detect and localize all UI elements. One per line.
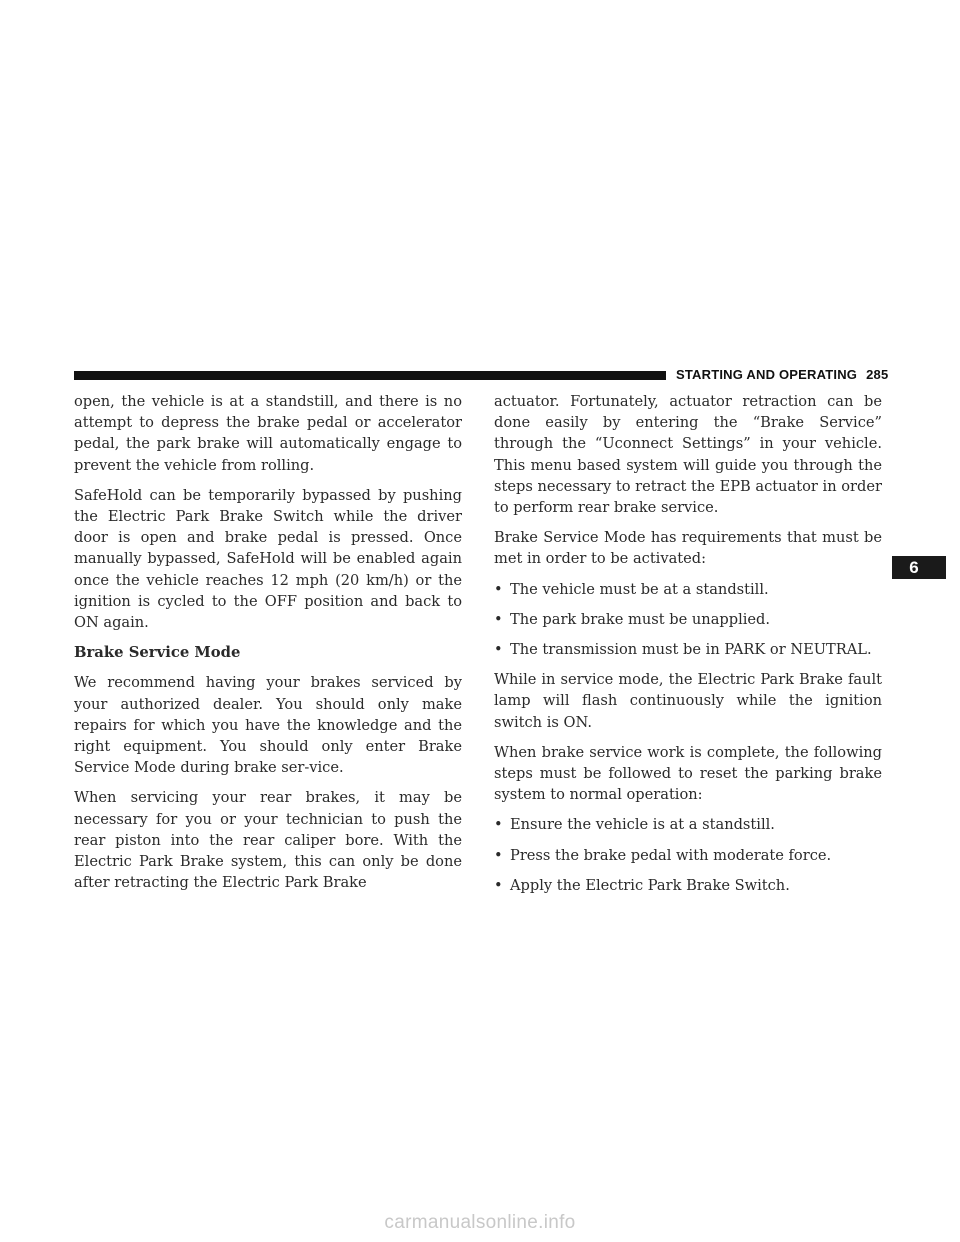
bullet-icon: • [494,846,503,864]
page-number: 285 [866,367,889,382]
paragraph-safehold-engage: open, the vehicle is at a standstill, and there is no attempt to depress the brake pedal or accelerator pedal, the park brake will automatically engage to prevent the vehicle from rolling. [74,393,462,474]
list-item: • The transmission must be in PARK or NEUTRAL. [494,639,882,660]
paragraph-fault-lamp: While in service mode, the Electric Park Brake fault lamp will flash continuously while the ignition switch is ON. [494,671,882,731]
section-heading-brake-service: Brake Service Mode [74,644,241,662]
left-column [74,391,462,902]
paragraph-requirements: Brake Service Mode has requirements that must be met in order to be activated: [494,529,882,568]
reset-steps-list [494,814,882,896]
list-item: • Ensure the vehicle is at a standstill. [494,814,882,835]
paragraph-reset-steps: When brake service work is complete, the following steps must be followed to reset the parking brake system to normal operation: [494,743,882,804]
right-column [494,391,882,905]
running-header [676,367,888,382]
watermark-text: carmanualsonline.info [384,1212,576,1233]
paragraph-actuator-retraction: actuator. Fortunately, actuator retraction can be done easily by entering the “Brake Service” through the “Uconnect Settings” in your vehicle. This menu based system will guide you through the steps necessary to retract the EPB actuator in order to perform rear brake service. [494,393,882,517]
bullet-icon: • [494,876,503,894]
paragraph-safehold-bypass: SafeHold can be temporarily bypassed by pushing the Electric Park Brake Switch while the driver door is open and brake pedal is pressed. Once manually bypassed, SafeHold will be enabled again once the vehicle reaches 12 mph (20 km/h) or the ignition is cycled to the OFF position and back to ON again. [74,486,462,632]
list-item: • The vehicle must be at a standstill. [494,579,882,600]
header-rule [74,371,666,380]
bullet-icon: • [494,816,503,834]
chapter-tab: 6 [892,556,946,579]
paragraph-servicing-rear-brakes: When servicing your rear brakes, it may be necessary for you or your technician to push the rear piston into the rear caliper bore. With the Electric Park Brake system, this can only be done after retracting the Electric Park Brake [74,789,462,892]
bullet-icon: • [494,641,503,659]
bullet-icon: • [494,580,503,598]
paragraph-recommend-dealer: We recommend having your brakes serviced by your authorized dealer. You should only make repairs for which you have the knowledge and the right equipment. You should only enter Brake Service Mode during brake ser-vice. [74,674,462,777]
list-item: • Apply the Electric Park Brake Switch. [494,875,882,896]
requirements-list [494,579,882,661]
bullet-icon: • [494,610,503,628]
list-item: • Press the brake pedal with moderate force. [494,845,882,866]
section-title: STARTING AND OPERATING [676,367,858,382]
list-item: • The park brake must be unapplied. [494,609,882,630]
